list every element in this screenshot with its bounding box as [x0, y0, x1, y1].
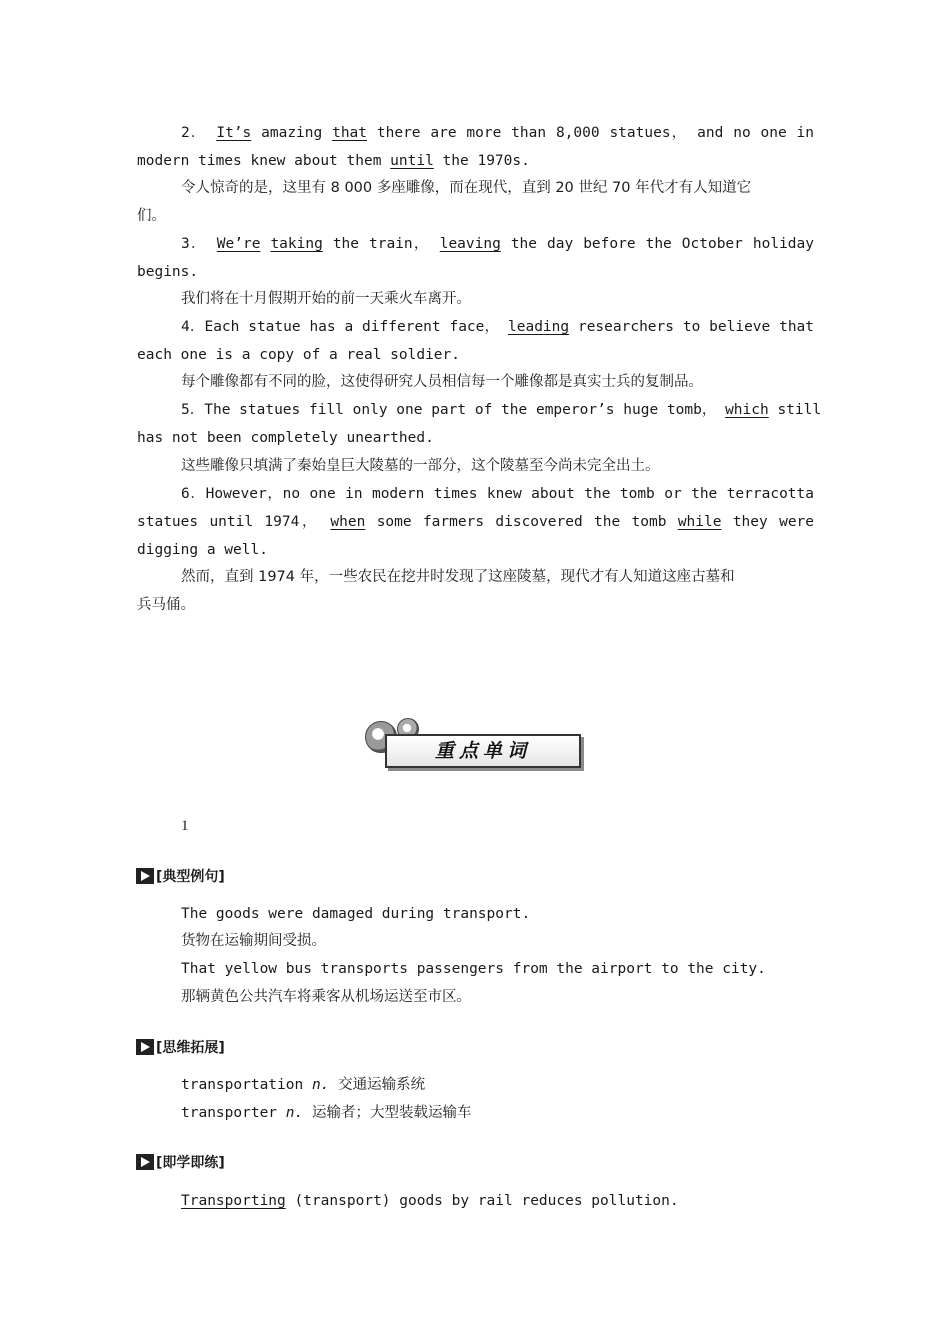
sentence-2-line-2: modern times knew about them until the 1970s.	[137, 153, 530, 169]
banner-title: 重点单词	[434, 740, 531, 762]
sentence-6-line-2: statues until 1974， when some farmers discovered the tomb while they were	[137, 514, 815, 530]
underlined-word: when	[330, 514, 366, 530]
play-triangle-icon	[136, 1039, 154, 1055]
sentence-2-line-1: 2． It’s amazing that there are more than 8,000 statues， and no one in	[181, 125, 815, 141]
underlined-word: leading	[508, 319, 570, 335]
practice-heading: [即学即练]	[136, 1153, 225, 1173]
banner-box	[385, 734, 581, 768]
sentence-3-line-2: begins.	[137, 264, 199, 280]
sentence-6-translation-cont: 兵马俑。	[137, 597, 195, 613]
sentence-3-line-1: 3． We’re taking the train， leaving the day before the October holiday	[181, 236, 814, 252]
underlined-word: We’re	[216, 236, 261, 252]
play-triangle-icon	[136, 1154, 154, 1170]
extension-heading: [思维拓展]	[136, 1038, 225, 1058]
sentence-5-line-1: 5．The statues fill only one part of the emperor’s huge tomb， which still	[181, 402, 822, 418]
answer-word: Transporting	[181, 1193, 286, 1209]
underlined-word: until	[390, 153, 434, 169]
sentence-2-translation: 令人惊奇的是，这里有 8 000 多座雕像，而在现代，直到 20 世纪 70 年代才有人知道它	[181, 180, 752, 196]
extension-item: transportation n. 交通运输系统	[181, 1077, 426, 1093]
extension-item: transporter n. 运输者；大型装载运输车	[181, 1105, 472, 1121]
sentence-4-translation: 每个雕像都有不同的脸，这使得研究人员相信每一个雕像都是真实士兵的复制品。	[181, 374, 703, 390]
underlined-word: leaving	[439, 236, 501, 252]
practice-sentence: Transporting (transport) goods by rail reduces pollution.	[181, 1193, 679, 1209]
underlined-word: while	[677, 514, 722, 530]
example-translation: 那辆黄色公共汽车将乘客从机场运送至市区。	[181, 989, 471, 1005]
underlined-word: that	[332, 125, 368, 141]
underlined-word: which	[725, 402, 769, 418]
sentence-5-translation: 这些雕像只填满了秦始皇巨大陵墓的一部分，这个陵墓至今尚未完全出土。	[181, 458, 660, 474]
sentence-4-line-2: each one is a copy of a real soldier.	[137, 347, 461, 363]
sentence-2-translation-cont: 们。	[137, 208, 166, 224]
example-translation: 货物在运输期间受损。	[181, 933, 326, 949]
examples-heading: [典型例句]	[136, 867, 225, 887]
section-banner	[365, 718, 585, 770]
sentence-5-line-2: has not been completely unearthed.	[137, 430, 434, 446]
example-sentence: The goods were damaged during transport.	[181, 906, 531, 922]
play-triangle-icon	[136, 868, 154, 884]
sentence-6-line-1: 6．However，no one in modern times knew about the tomb or the terracotta	[181, 486, 814, 502]
underlined-word: It’s	[216, 125, 252, 141]
sentence-3-translation: 我们将在十月假期开始的前一天乘火车离开。	[181, 291, 471, 307]
sentence-6-translation: 然而，直到 1974 年，一些农民在挖井时发现了这座陵墓，现代才有人知道这座古墓和	[181, 569, 735, 585]
word-number: 1	[181, 818, 189, 834]
sentence-6-line-3: digging a well.	[137, 542, 268, 558]
example-sentence: That yellow bus transports passengers from the airport to the city.	[181, 961, 766, 977]
underlined-word: taking	[270, 236, 323, 252]
sentence-4-line-1: 4．Each statue has a different face， leading researchers to believe that	[181, 319, 815, 335]
